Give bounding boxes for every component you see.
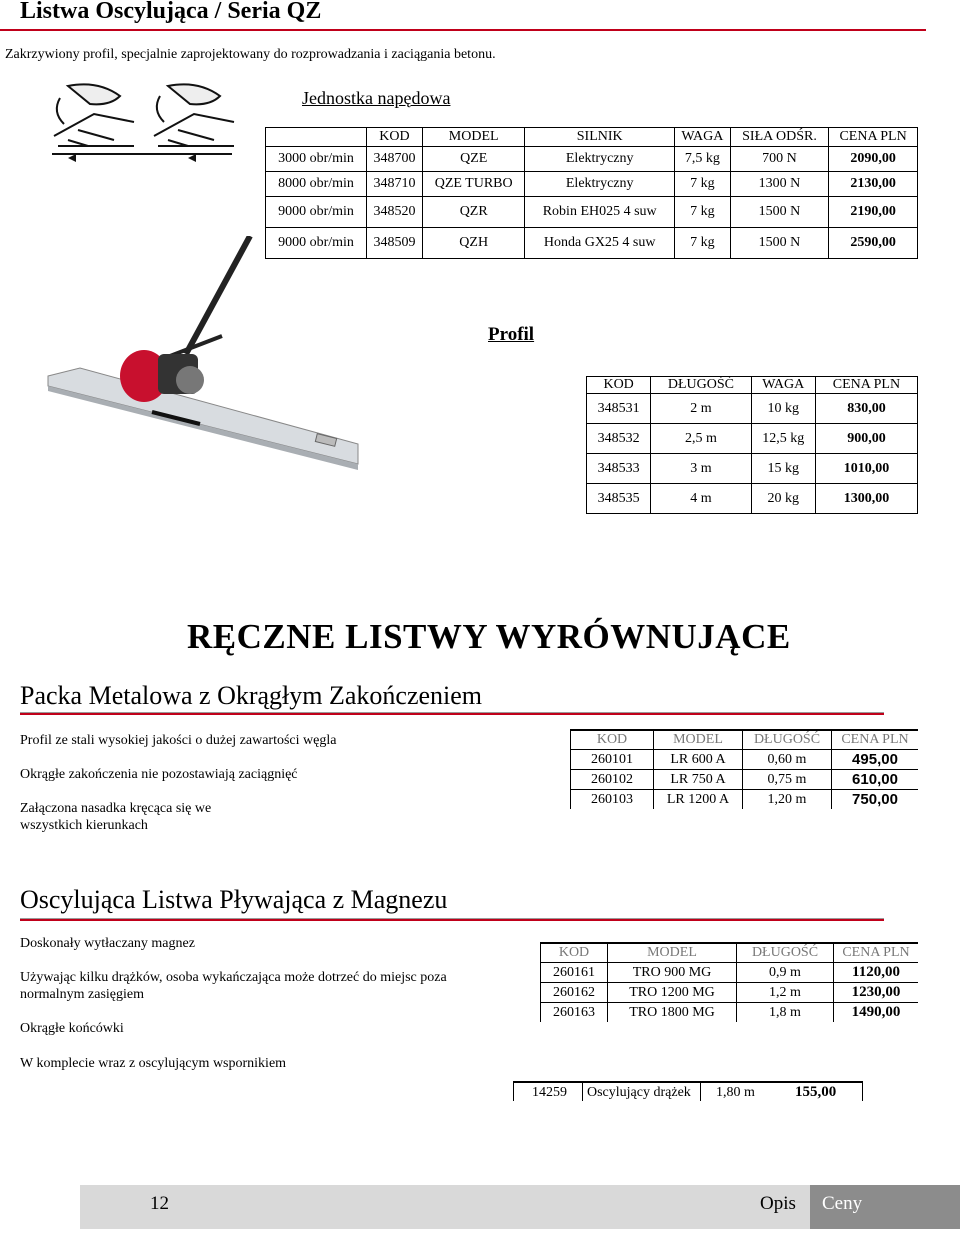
waga-cell: 10 kg: [751, 394, 815, 424]
cena-cell: 750,00: [832, 790, 919, 810]
waga-cell: 7 kg: [674, 172, 730, 197]
dlugosc-cell: 1,20 m: [743, 790, 832, 810]
column-header: DŁUGOŚĆ: [651, 377, 751, 394]
column-header: KOD: [571, 731, 654, 750]
rpm-cell: 3000 obr/min: [266, 147, 367, 172]
dlugosc-cell: 0,9 m: [737, 963, 834, 983]
model-cell: LR 1200 A: [654, 790, 743, 810]
cena-cell: 830,00: [815, 394, 917, 424]
column-header: WAGA: [751, 377, 815, 394]
kod-cell: 260163: [541, 1003, 608, 1023]
kod-cell: 348710: [367, 172, 423, 197]
column-header: MODEL: [422, 128, 525, 147]
cena-cell: 1230,00: [834, 983, 919, 1003]
packa-heading-underline: [20, 713, 884, 715]
table-row: [266, 197, 918, 228]
table-row: [266, 147, 918, 172]
model-cell: QZE TURBO: [422, 172, 525, 197]
column-header: MODEL: [608, 944, 737, 963]
column-header: DŁUGOŚĆ: [737, 944, 834, 963]
extra-dlugosc: 1,80 m: [716, 1085, 755, 1100]
rpm-cell: 9000 obr/min: [266, 197, 367, 228]
magnez-desc-1: Doskonały wytłaczany magnez: [20, 936, 195, 951]
page-number: 12: [150, 1193, 169, 1214]
cena-cell: 610,00: [832, 770, 919, 790]
kod-cell: 348535: [587, 484, 651, 514]
magnez-desc-5: W komplecie wraz z oscylującym wspornikiem: [20, 1056, 287, 1071]
dlugosc-cell: 0,75 m: [743, 770, 832, 790]
waga-cell: 7,5 kg: [674, 147, 730, 172]
table-row: [266, 172, 918, 197]
section-main-heading: RĘCZNE LISTWY WYRÓWNUJĄCE: [187, 617, 791, 656]
rpm-cell: 9000 obr/min: [266, 228, 367, 259]
kod-cell: 348520: [367, 197, 423, 228]
rpm-cell: 8000 obr/min: [266, 172, 367, 197]
column-header: CENA PLN: [829, 128, 918, 147]
column-header: KOD: [587, 377, 651, 394]
column-header: KOD: [541, 944, 608, 963]
cena-cell: 2130,00: [829, 172, 918, 197]
dlugosc-cell: 4 m: [651, 484, 751, 514]
profile-heading: Profil: [488, 324, 535, 345]
table-row: [541, 983, 919, 1003]
cena-cell: 495,00: [832, 750, 919, 770]
model-cell: LR 750 A: [654, 770, 743, 790]
extra-model: Oscylujący drążek: [587, 1085, 691, 1100]
engine-table-header: [266, 128, 918, 147]
table-row: [587, 424, 918, 454]
silnik-cell: Elektryczny: [525, 147, 674, 172]
profile-table: [586, 376, 918, 514]
kod-cell: 348700: [367, 147, 423, 172]
kod-cell: 260161: [541, 963, 608, 983]
cena-cell: 2590,00: [829, 228, 918, 259]
magnez-desc-4: Okrągłe końcówki: [20, 1021, 124, 1036]
model-cell: TRO 900 MG: [608, 963, 737, 983]
page-title: Listwa Oscylująca / Seria QZ: [20, 0, 322, 24]
engine-heading: Jednostka napędowa: [302, 88, 451, 108]
magnez-heading-underline: [20, 919, 884, 921]
cena-cell: 1010,00: [815, 454, 917, 484]
table-row: [587, 484, 918, 514]
sila-cell: 700 N: [730, 147, 828, 172]
column-header: KOD: [367, 128, 423, 147]
column-header: CENA PLN: [815, 377, 917, 394]
magnez-desc-3: normalnym zasięgiem: [20, 987, 145, 1002]
dlugosc-cell: 2 m: [651, 394, 751, 424]
waga-cell: 15 kg: [751, 454, 815, 484]
profile-table-header: [587, 377, 918, 394]
column-header: MODEL: [654, 731, 743, 750]
cena-cell: 1490,00: [834, 1003, 919, 1023]
silnik-cell: Honda GX25 4 suw: [525, 228, 674, 259]
model-cell: QZR: [422, 197, 525, 228]
cena-cell: 2090,00: [829, 147, 918, 172]
waga-cell: 7 kg: [674, 197, 730, 228]
table-row: [571, 750, 919, 770]
column-header: SILNIK: [525, 128, 674, 147]
table-row: [571, 790, 919, 810]
screed-product-image: [40, 236, 370, 476]
table-row: [571, 770, 919, 790]
table-row: [541, 963, 919, 983]
waga-cell: 12,5 kg: [751, 424, 815, 454]
model-cell: QZE: [422, 147, 525, 172]
packa-desc-1: Profil ze stali wysokiej jakości o dużej zawartości węgla: [20, 733, 337, 748]
kod-cell: 348532: [587, 424, 651, 454]
kod-cell: 260103: [571, 790, 654, 810]
sila-cell: 1300 N: [730, 172, 828, 197]
model-cell: QZH: [422, 228, 525, 259]
column-header: SIŁA ODŚR.: [730, 128, 828, 147]
magnez-heading: Oscylująca Listwa Pływająca z Magnezu: [20, 885, 448, 914]
dlugosc-cell: 1,8 m: [737, 1003, 834, 1023]
silnik-cell: Robin EH025 4 suw: [525, 197, 674, 228]
packa-desc-3: Załączona nasadka kręcąca się we: [20, 801, 212, 816]
waga-cell: 7 kg: [674, 228, 730, 259]
footer-ceny-link[interactable]: Ceny: [822, 1193, 863, 1214]
packa-heading: Packa Metalowa z Okrągłym Zakończeniem: [20, 681, 483, 710]
sila-cell: 1500 N: [730, 197, 828, 228]
waga-cell: 20 kg: [751, 484, 815, 514]
dlugosc-cell: 3 m: [651, 454, 751, 484]
table-row: [587, 394, 918, 424]
packa-desc-4: wszystkich kierunkach: [20, 818, 148, 833]
cena-cell: 2190,00: [829, 197, 918, 228]
column-header: WAGA: [674, 128, 730, 147]
page-subtitle: Zakrzywiony profil, specjalnie zaprojektowany do rozprowadzania i zaciągania betonu.: [5, 47, 496, 62]
packa-table: [570, 731, 918, 809]
column-header: DŁUGOŚĆ: [743, 731, 832, 750]
kod-cell: 260102: [571, 770, 654, 790]
extra-cena: 155,00: [795, 1084, 837, 1100]
magnez-desc-2: Używając kilku drążków, osoba wykańczająca może dotrzeć do miejsc poza: [20, 970, 447, 985]
hand-usage-diagram: [38, 76, 238, 162]
extra-kod: 14259: [532, 1085, 567, 1100]
dlugosc-cell: 2,5 m: [651, 424, 751, 454]
kod-cell: 348533: [587, 454, 651, 484]
table-row: [587, 454, 918, 484]
kod-cell: 348531: [587, 394, 651, 424]
table-row: [541, 1003, 919, 1023]
dlugosc-cell: 0,60 m: [743, 750, 832, 770]
kod-cell: 348509: [367, 228, 423, 259]
model-cell: LR 600 A: [654, 750, 743, 770]
kod-cell: 260162: [541, 983, 608, 1003]
model-cell: TRO 1200 MG: [608, 983, 737, 1003]
title-underline: [0, 29, 926, 31]
cena-cell: 1300,00: [815, 484, 917, 514]
magnez-table: [540, 944, 918, 1022]
cena-cell: 1120,00: [834, 963, 919, 983]
column-header: CENA PLN: [832, 731, 919, 750]
footer-opis-link[interactable]: Opis: [760, 1193, 796, 1214]
column-header: CENA PLN: [834, 944, 919, 963]
packa-desc-2: Okrągłe zakończenia nie pozostawiają zaciągnięć: [20, 767, 298, 782]
model-cell: TRO 1800 MG: [608, 1003, 737, 1023]
silnik-cell: Elektryczny: [525, 172, 674, 197]
cena-cell: 900,00: [815, 424, 917, 454]
extra-row-topline: [513, 1081, 863, 1083]
kod-cell: 260101: [571, 750, 654, 770]
sila-cell: 1500 N: [730, 228, 828, 259]
dlugosc-cell: 1,2 m: [737, 983, 834, 1003]
